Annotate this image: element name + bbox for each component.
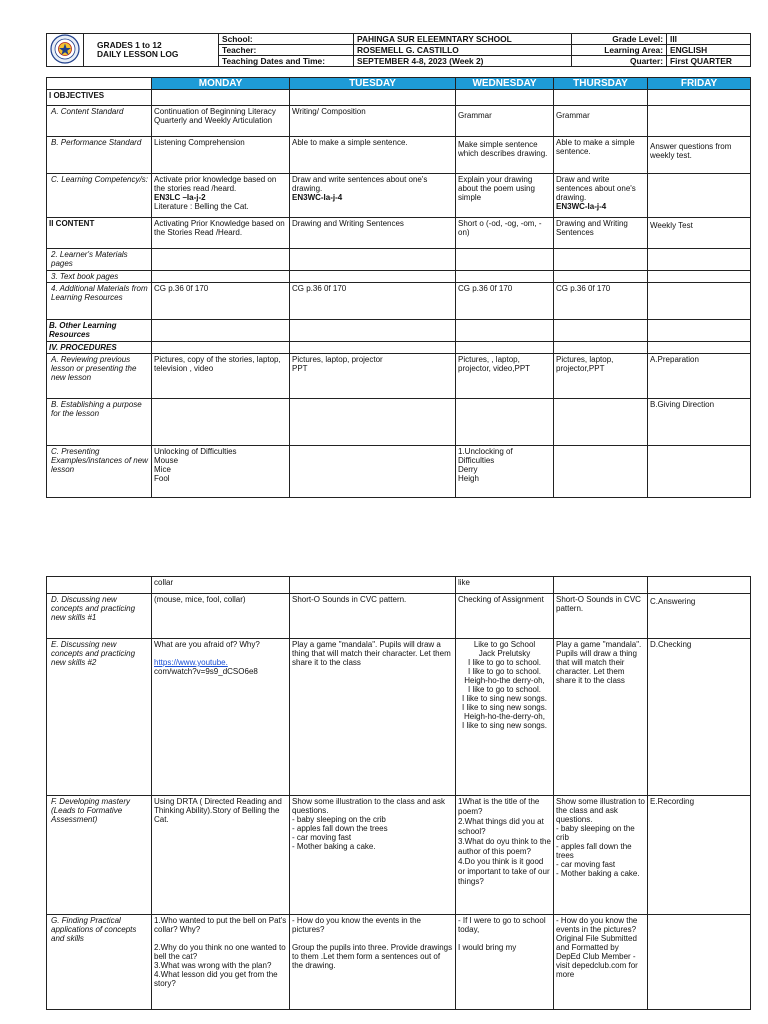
cell: - If I were to go to school today, I would bring my <box>456 915 554 1010</box>
additional-materials-row <box>47 283 751 320</box>
cell: 1.Unclocking of Difficulties Derry Heigh <box>456 446 554 498</box>
grade-label: Grade Level: <box>572 34 667 45</box>
cell: B.Giving Direction <box>648 399 751 446</box>
cell: Draw and write sentences about one's drawing. EN3WC-Ia-j-4 <box>290 174 456 218</box>
cell: Listening Comprehension <box>152 137 290 174</box>
cell: Activate prior knowledge based on the stories read /heard. EN3LC –Ia-j-2 Literature : Belling the Cat. <box>152 174 290 218</box>
cell: C.Answering <box>648 594 751 639</box>
cell: Continuation of Beginning Literacy Quarterly and Weekly Articulation <box>152 106 290 137</box>
cell: Activating Prior Knowledge based on the Stories Read /Heard. <box>152 218 290 249</box>
content-standard-row <box>47 106 751 137</box>
cell: Pictures, laptop, projector PPT <box>290 354 456 399</box>
cell: Play a game "mandala". Pupils will draw a thing that will match their character. Let them share it to the class <box>290 639 456 796</box>
cell: Grammar <box>554 106 648 137</box>
lesson-log-page-2 <box>46 576 750 1010</box>
cell: Show some illustration to the class and ask questions. - baby sleeping on the crib - apples fall down the trees - car moving fast - Mother baking a cake. <box>554 796 648 915</box>
cell: Play a game "mandala". Pupils will draw a thing that will match their character. Let them share it to the class <box>554 639 648 796</box>
deped-seal-cell <box>47 34 84 67</box>
objectives-heading: I OBJECTIVES <box>47 90 152 106</box>
cell: What are you afraid of? Why? https://www.youtube. com/watch?v=9s9_dCSO6e8 <box>152 639 290 796</box>
cell: D.Checking <box>648 639 751 796</box>
competency-row <box>47 174 751 218</box>
textbook-label: 3. Text book pages <box>47 271 152 283</box>
cell: CG p.36 0f 170 <box>554 283 648 320</box>
cell: E.Recording <box>648 796 751 915</box>
other-resources-row <box>47 320 751 342</box>
cell: Drawing and Writing Sentences <box>554 218 648 249</box>
discussing-2-row <box>47 639 751 796</box>
dates-label: Teaching Dates and Time: <box>219 56 354 67</box>
textbook-row <box>47 271 751 283</box>
area-label: Learning Area: <box>572 45 667 56</box>
cell: Weekly Test <box>648 218 751 249</box>
school-label: School: <box>219 34 354 45</box>
cell: CG p.36 0f 170 <box>152 283 290 320</box>
content-heading: II CONTENT <box>47 218 152 249</box>
discussing-1-row <box>47 594 751 639</box>
other-resources-label: B. Other Learning Resources <box>47 320 152 342</box>
competency-label: C. Learning Competency/s: <box>47 174 152 218</box>
quarter-label: Quarter: <box>572 56 667 67</box>
area-value: ENGLISH <box>667 45 751 56</box>
objectives-row <box>47 90 751 106</box>
mastery-row <box>47 796 751 915</box>
practical-label: G. Finding Practical applications of concepts and skills <box>47 915 152 1010</box>
cell: Draw and write sentences about one's drawing. EN3WC-Ia-j-4 <box>554 174 648 218</box>
discussing-1-label: D. Discussing new concepts and practicing new skills #1 <box>47 594 152 639</box>
cell: Pictures, copy of the stories, laptop, television , video <box>152 354 290 399</box>
cell <box>648 106 751 137</box>
cell: (mouse, mice, fool, collar) <box>152 594 290 639</box>
lesson-log-page-1 <box>46 33 750 498</box>
day-header-row <box>47 78 751 90</box>
dates-value: SEPTEMBER 4-8, 2023 (Week 2) <box>354 56 572 67</box>
cell: - How do you know the events in the pictures? Group the pupils into three. Provide drawings to them .Let them form a sentences out of the drawing. <box>290 915 456 1010</box>
grade-value: III <box>667 34 751 45</box>
cell: like <box>456 577 554 594</box>
cell: Make simple sentence which describes drawing. <box>456 137 554 174</box>
cell: Unlocking of Difficulties Mouse Mice Fool <box>152 446 290 498</box>
continuation-row <box>47 577 751 594</box>
poem-cell: Like to go School Jack Prelutsky I like to go to school. I like to go to school. Heigh-ho-the derry-oh, I like to go to school. I like to sing new songs. I like to sing new songs. Heigh-ho-the-derry-oh, I like to sing new songs. <box>456 639 554 796</box>
cell: CG p.36 0f 170 <box>290 283 456 320</box>
reviewing-row <box>47 354 751 399</box>
cell: Show some illustration to the class and ask questions. - baby sleeping on the crib - apples fall down the trees - car moving fast - Mother baking a cake. <box>290 796 456 915</box>
log-title <box>84 34 219 67</box>
teacher-value: ROSEMELL G. CASTILLO <box>354 45 572 56</box>
cell: CG p.36 0f 170 <box>456 283 554 320</box>
content-standard-label: A. Content Standard <box>47 106 152 137</box>
mastery-label: F. Developing mastery (Leads to Formative Assessment) <box>47 796 152 915</box>
cell: Using DRTA ( Directed Reading and Thinking Ability).Story of Belling the Cat. <box>152 796 290 915</box>
presenting-label: C. Presenting Examples/instances of new lesson <box>47 446 152 498</box>
cell: Able to make a simple sentence. <box>290 137 456 174</box>
learners-materials-row <box>47 249 751 271</box>
cell: Answer questions from weekly test. <box>648 137 751 174</box>
cell: - How do you know the events in the pictures? Original File Submitted and Formatted by DepEd Club Member - visit depedclub.com for more <box>554 915 648 1010</box>
cell: collar <box>152 577 290 594</box>
title-line-2: DAILY LESSON LOG <box>97 49 179 59</box>
cell: Short-O Sounds in CVC pattern. <box>290 594 456 639</box>
procedures-heading: IV. PROCEDURES <box>47 342 152 354</box>
cell: Pictures, , laptop, projector, video,PPT <box>456 354 554 399</box>
cell: Short-O Sounds in CVC pattern. <box>554 594 648 639</box>
learners-materials-label: 2. Learner's Materials pages <box>47 249 152 271</box>
cell: A.Preparation <box>648 354 751 399</box>
performance-standard-label: B. Performance Standard <box>47 137 152 174</box>
additional-materials-label: 4. Additional Materials from Learning Resources <box>47 283 152 320</box>
content-row <box>47 218 751 249</box>
cell: Writing/ Composition <box>290 106 456 137</box>
presenting-row <box>47 446 751 498</box>
cell: Able to make a simple sentence. <box>554 137 648 174</box>
lesson-table-1 <box>46 77 751 498</box>
cell: Checking of Assignment <box>456 594 554 639</box>
school-value: PAHINGA SUR ELEEMNTARY SCHOOL <box>354 34 572 45</box>
cell: Drawing and Writing Sentences <box>290 218 456 249</box>
video-link[interactable]: https://www.youtube. <box>154 658 228 667</box>
day-wednesday: WEDNESDAY <box>456 78 554 90</box>
header-table <box>46 33 751 67</box>
cell: Grammar <box>456 106 554 137</box>
day-tuesday: TUESDAY <box>290 78 456 90</box>
discussing-2-label: E. Discussing new concepts and practicing new skills #2 <box>47 639 152 796</box>
cell: 1What is the title of the poem? 2.What things did you at school? 3.What do oyu think to the author of this poem? 4.Do you think is it good or important to take of our things? <box>456 796 554 915</box>
deped-seal-icon <box>50 34 80 64</box>
title-line-1: GRADES 1 to 12 <box>97 40 162 50</box>
procedures-row <box>47 342 751 354</box>
practical-row <box>47 915 751 1010</box>
cell: Short o (-od, -og, -om, -on) <box>456 218 554 249</box>
purpose-label: B. Establishing a purpose for the lesson <box>47 399 152 446</box>
day-monday: MONDAY <box>152 78 290 90</box>
cell <box>648 174 751 218</box>
cell: Pictures, laptop, projector,PPT <box>554 354 648 399</box>
cell: 1.Who wanted to put the bell on Pat's collar? Why? 2.Why do you think no one wanted to bell the cat? 3.What was wrong with the plan? 4.What lesson did you get from the story? <box>152 915 290 1010</box>
teacher-label: Teacher: <box>219 45 354 56</box>
performance-standard-row <box>47 137 751 174</box>
purpose-row <box>47 399 751 446</box>
quarter-value: First QUARTER <box>667 56 751 67</box>
cell: Explain your drawing about the poem using simple <box>456 174 554 218</box>
day-thursday: THURSDAY <box>554 78 648 90</box>
reviewing-label: A. Reviewing previous lesson or presenting the new lesson <box>47 354 152 399</box>
day-friday: FRIDAY <box>648 78 751 90</box>
lesson-table-2 <box>46 576 751 1010</box>
